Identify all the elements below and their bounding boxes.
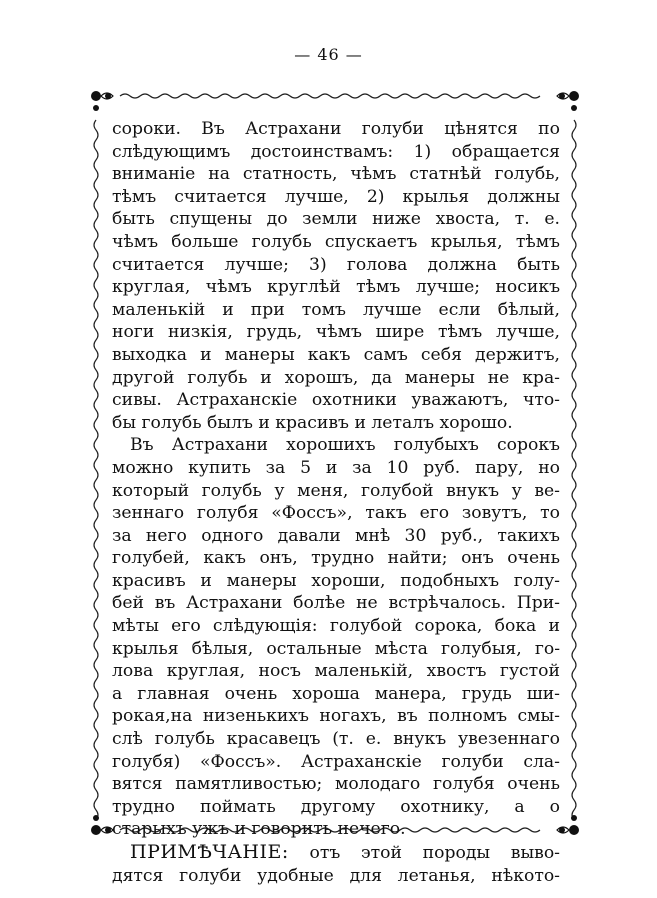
- note-text: отъ этой породы выво-: [309, 843, 560, 863]
- text-line: ноги низкія, грудь, чѣмъ шире тѣмъ лучше,: [112, 322, 560, 343]
- top-border-line: [120, 94, 540, 98]
- text-line: слѣдующимъ достоинствамъ: 1) обращается: [112, 141, 560, 162]
- text-line: Въ Астрахани хорошихъ голубыхъ сорокъ: [130, 435, 560, 456]
- right-border-line: [572, 120, 576, 820]
- text-line: слѣ голубь красавецъ (т. е. внукъ увезеннаго: [112, 729, 560, 750]
- text-line: быть спущены до земли ниже хвоста, т. е.: [112, 209, 560, 230]
- text-line: зеннаго голубя «Фоссъ», такъ его зовутъ, то: [112, 503, 560, 524]
- text-line: считается лучше; 3) голова должна быть: [112, 254, 560, 275]
- text-line: красивъ и манеры хороши, подобныхъ голу-: [112, 570, 560, 591]
- text-line: маленькій и при томъ лучше если бѣлый,: [112, 299, 560, 320]
- text-line: вниманіе на статность, чѣмъ статнѣй голубь,: [112, 164, 560, 185]
- text-line: бей въ Астрахани болѣе не встрѣчалось. При-: [112, 593, 560, 614]
- text-line: тѣмъ считается лучше, 2) крылья должны: [112, 186, 560, 207]
- corner-ornament-top-right: [557, 91, 579, 111]
- note-first-line: [112, 841, 560, 865]
- text-line: голубей, какъ онъ, трудно найти; онъ очень: [112, 548, 560, 569]
- text-line: крылья бѣлыя, остальные мѣста голубыя, го-: [112, 638, 560, 659]
- text-line: вятся памятливостью; молодаго голубя очень: [112, 774, 560, 795]
- note-label: ПРИМѢЧАНІЕ:: [130, 841, 289, 863]
- text-line: бы голубь былъ и красивъ и леталъ хорошо.: [112, 412, 513, 433]
- corner-ornament-bottom-right: [557, 815, 579, 835]
- text-line: сивы. Астраханскіе охотники уважаютъ, что-: [112, 390, 560, 411]
- corner-ornament-bottom-left: [91, 815, 113, 835]
- text-line: дятся голуби удобные для летанья, нѣкото-: [112, 865, 560, 886]
- text-line: мѣты его слѣдующія: голубой сорока, бока и: [112, 616, 560, 637]
- text-line: лова круглая, носъ маленькій, хвостъ густой: [112, 661, 560, 682]
- text-line: который голубь у меня, голубой внукъ у ве-: [112, 480, 560, 501]
- text-line: сороки. Въ Астрахани голуби цѣнятся по: [112, 119, 560, 139]
- text-line: можно купить за 5 и за 10 руб. пару, но: [112, 457, 560, 478]
- text-line: голубя) «Фоссъ». Астраханскіе голуби сла-: [112, 751, 560, 772]
- text-line: рокая,на низенькихъ ногахъ, въ полномъ смы-: [112, 706, 560, 727]
- text-line: другой голубь и хорошъ, да манеры не кра-: [112, 367, 560, 388]
- text-line: чѣмъ больше голубь спускаетъ крылья, тѣмъ: [112, 231, 560, 252]
- page-number: — 46 —: [294, 45, 363, 64]
- body-text: [112, 118, 560, 887]
- text-line: а главная очень хороша манера, грудь ши-: [112, 683, 560, 704]
- text-line: за него одного давали мнѣ 30 руб., такихъ: [112, 525, 560, 546]
- corner-ornament-top-left: [91, 91, 113, 111]
- left-border-line: [94, 120, 98, 820]
- text-line: старыхъ ужъ и говорить нечего.: [112, 819, 406, 840]
- text-line: круглая, чѣмъ круглѣй тѣмъ лучше; носикъ: [112, 277, 560, 298]
- text-line: выходка и манеры какъ самъ себя держитъ,: [112, 344, 560, 365]
- text-line: трудно поймать другому охотнику, а о: [112, 796, 560, 817]
